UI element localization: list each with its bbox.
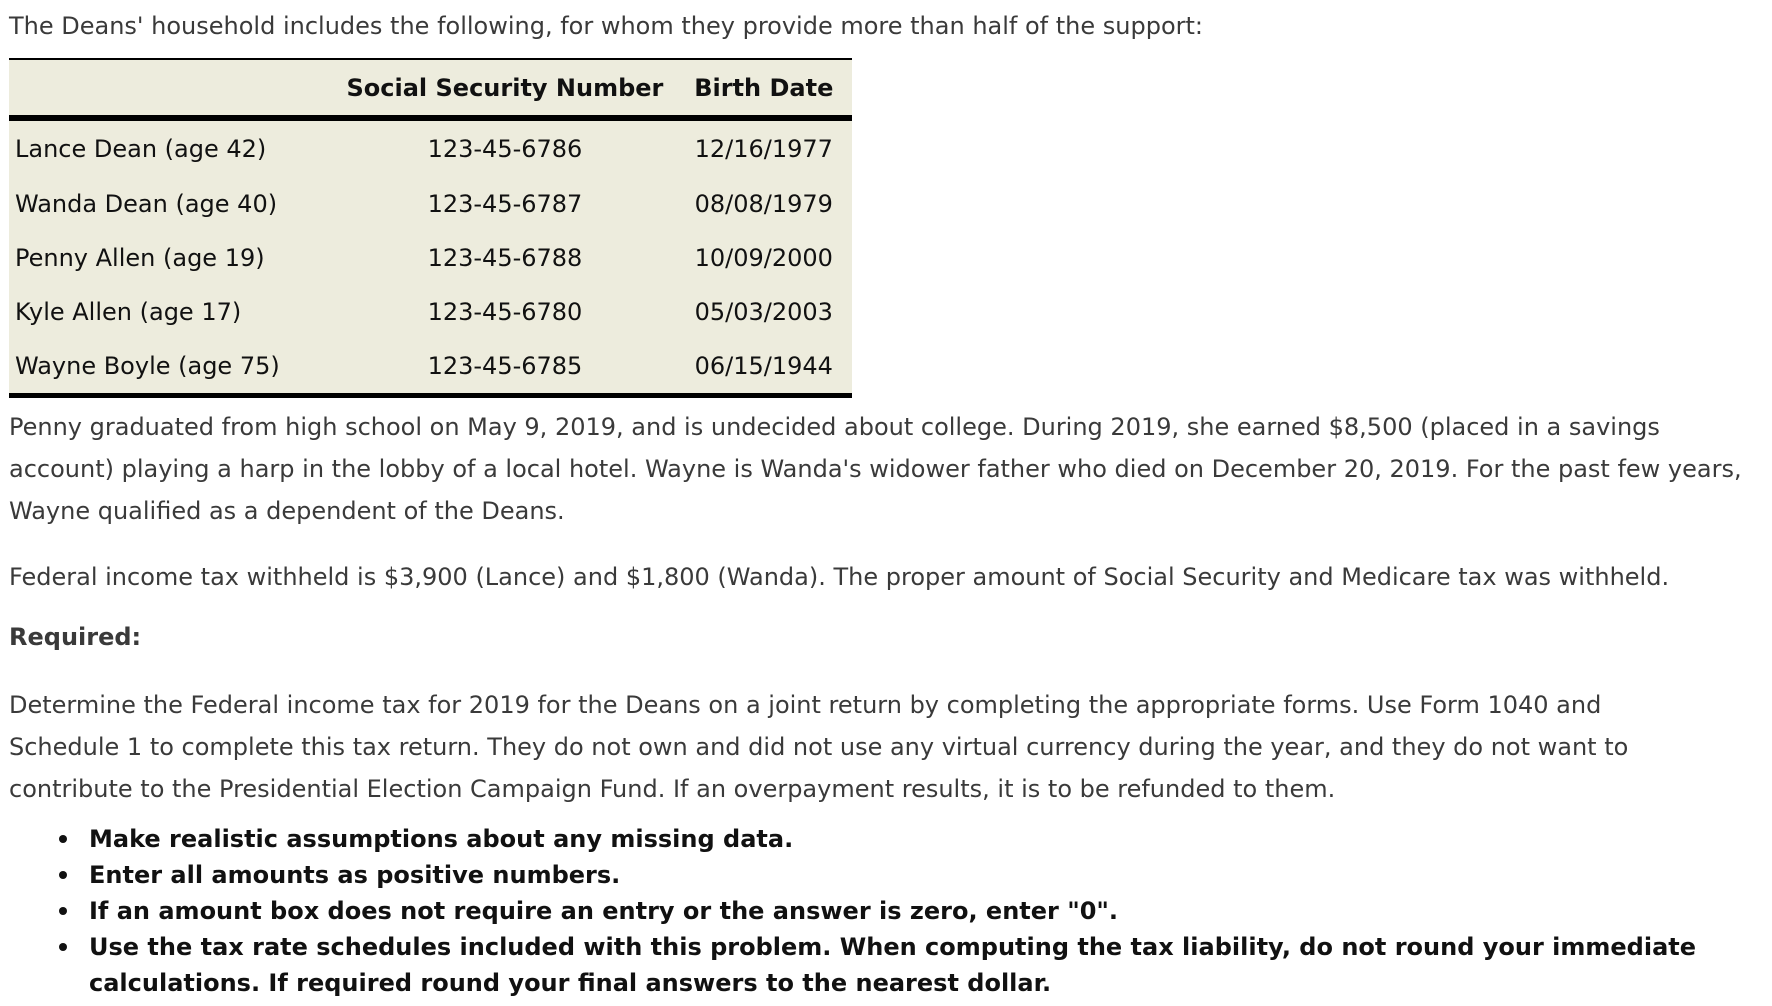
member-ssn: 123-45-6786 <box>427 135 583 163</box>
bullet-text: Use the tax rate schedules included with this problem. When computing the tax liability, do not round your immediate calculations. If required round your final answers to the nearest dollar. <box>89 933 1697 997</box>
list-item <box>9 893 1754 929</box>
table-header-row <box>9 59 852 118</box>
table-body <box>9 118 852 396</box>
bullet-icon <box>59 907 67 915</box>
penny-wayne-paragraph: Penny graduated from high school on May 9, 2019, and is undecided about college. During 2019, she earned $8,500 (placed in a savings account) playing a harp in the lobby of a local hotel. Wayne is Wanda's widower father who died on December 20, 2019. For the past few years, Wayne qualified as a dependent of the Deans. <box>9 413 1742 525</box>
member-name: Kyle Allen (age 17) <box>15 298 242 326</box>
member-name: Penny Allen (age 19) <box>15 244 265 272</box>
member-name: Wayne Boyle (age 75) <box>15 352 280 380</box>
table-row <box>9 285 852 339</box>
member-birth-date: 06/15/1944 <box>694 352 833 380</box>
member-ssn: 123-45-6785 <box>427 352 583 380</box>
instructions-paragraph: Determine the Federal income tax for 2019 for the Deans on a joint return by completing the appropriate forms. Use Form 1040 and Schedule 1 to complete this tax return. They do not own and did not use any virtual currency during the year, and they do not want to contribute to the Presidential Election Campaign Fund. If an overpayment results, it is to be refunded to them. <box>9 691 1629 803</box>
bullet-icon <box>59 943 67 951</box>
bullet-icon <box>59 835 67 843</box>
header-birth-date: Birth Date <box>680 59 852 118</box>
table-header <box>9 59 852 118</box>
header-ssn: Social Security Number <box>330 59 679 118</box>
table-row <box>9 231 852 285</box>
table-row <box>9 118 852 177</box>
member-birth-date: 05/03/2003 <box>694 298 833 326</box>
list-item <box>9 857 1754 893</box>
bullet-text: Make realistic assumptions about any missing data. <box>89 825 794 853</box>
member-birth-date: 10/09/2000 <box>694 244 833 272</box>
bullet-text: Enter all amounts as positive numbers. <box>89 861 621 889</box>
list-item <box>9 929 1754 1001</box>
member-ssn: 123-45-6788 <box>427 244 583 272</box>
household-table <box>9 58 852 398</box>
member-birth-date: 08/08/1979 <box>694 190 833 218</box>
header-name <box>9 59 330 118</box>
member-ssn: 123-45-6787 <box>427 190 583 218</box>
list-item <box>9 821 1754 857</box>
withholding-paragraph: Federal income tax withheld is $3,900 (Lance) and $1,800 (Wanda). The proper amount of Social Security and Medicare tax was withheld. <box>9 563 1670 591</box>
intro-text: The Deans' household includes the following, for whom they provide more than half of the support: <box>9 12 1203 40</box>
instruction-bullets <box>9 821 1754 1001</box>
member-name: Lance Dean (age 42) <box>15 135 267 163</box>
bullet-icon <box>59 871 67 879</box>
bullet-text: If an amount box does not require an entry or the answer is zero, enter "0". <box>89 897 1119 925</box>
member-name: Wanda Dean (age 40) <box>15 190 278 218</box>
table-row <box>9 177 852 231</box>
table-row <box>9 339 852 396</box>
required-heading: Required: <box>9 623 142 651</box>
member-birth-date: 12/16/1977 <box>694 135 833 163</box>
member-ssn: 123-45-6780 <box>427 298 583 326</box>
